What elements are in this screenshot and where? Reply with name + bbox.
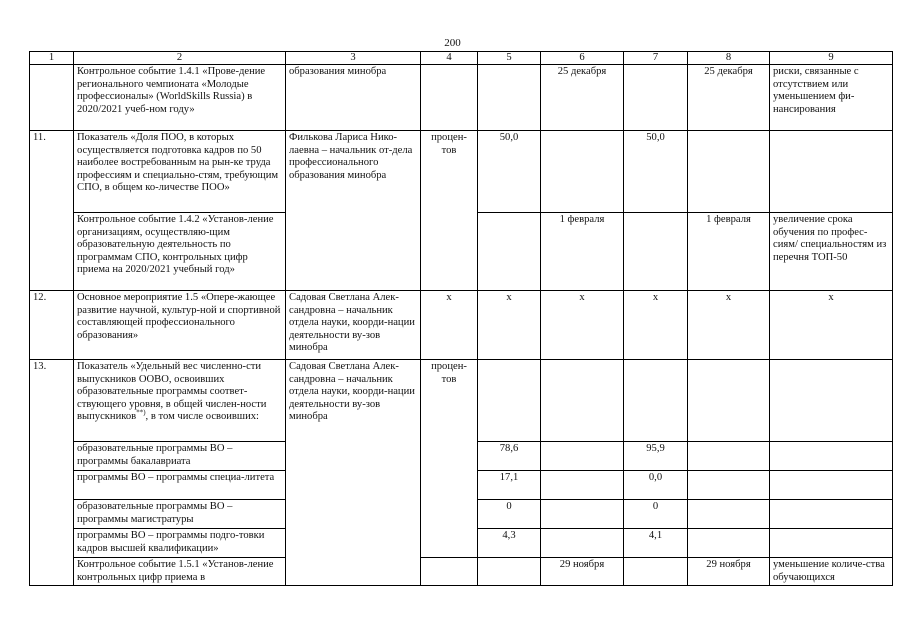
row-13-indicator: Показатель «Удельный вес численно-сти выпускников ООВО, освоивших образовательные программы соответ-ствующего уровня, в общей числен-ности выпускников**), в том числе освоивших: xyxy=(74,360,286,442)
row-12-number: 12. xyxy=(30,291,74,360)
event-1-5-1-date-start: 29 ноября xyxy=(541,558,624,586)
row-11-unit: процен-тов xyxy=(421,131,478,291)
sub-item-value-5: 0 xyxy=(478,500,541,529)
row-13-unit: процен-тов xyxy=(421,360,478,558)
row-12-responsible: Садовая Светлана Алек-сандровна – начальник отдела науки, коорди-нации деятельности ву-зов минобра xyxy=(286,291,421,360)
row-12-value-5: х xyxy=(478,291,541,360)
col-header-6: 6 xyxy=(541,52,624,65)
sub-item-value-5: 17,1 xyxy=(478,471,541,500)
row-12-value-9: х xyxy=(770,291,893,360)
row-12-value-4: х xyxy=(421,291,478,360)
col-header-2: 2 xyxy=(74,52,286,65)
row-12-activity: Основное мероприятие 1.5 «Опере-жающее развитие научной, культур-ной и спортивной составляющей профессионального образования» xyxy=(74,291,286,360)
event-1-5-1-date-end: 29 ноября xyxy=(688,558,770,586)
event-1-4-2-date-end: 1 февраля xyxy=(688,213,770,291)
sub-item-value-5: 78,6 xyxy=(478,442,541,471)
event-1-5-1-text: Контрольное событие 1.5.1 «Установ-ление контрольных цифр приема в xyxy=(74,558,286,586)
event-1-5-1-risks: уменьшение количе-ства обучающихся xyxy=(770,558,893,586)
col-header-5: 5 xyxy=(478,52,541,65)
row-11-value-7: 50,0 xyxy=(624,131,688,213)
col-header-7: 7 xyxy=(624,52,688,65)
table-row xyxy=(30,360,893,442)
page-number: 200 xyxy=(444,37,461,49)
sub-item-value-7: 95,9 xyxy=(624,442,688,471)
event-1-4-2-risks: увеличение срока обучения по профес-сиям/ специальностям из перечня ТОП-50 xyxy=(770,213,893,291)
indicators-table xyxy=(29,51,893,586)
sub-item-value-7: 0 xyxy=(624,500,688,529)
sub-item-text: образовательные программы ВО – программы бакалавриата xyxy=(74,442,286,471)
col-header-4: 4 xyxy=(421,52,478,65)
row-13-responsible: Садовая Светлана Алек-сандровна – начальник отдела науки, коорди-нации деятельности ву-зов минобра xyxy=(286,360,421,586)
table-row xyxy=(30,291,893,360)
event-1-4-1-responsible: образования минобра xyxy=(286,65,421,131)
row-12-value-8: х xyxy=(688,291,770,360)
event-1-4-1-risks: риски, связанные с отсутствием или уменьшением фи-нансирования xyxy=(770,65,893,131)
col-header-8: 8 xyxy=(688,52,770,65)
header-row xyxy=(30,52,893,65)
event-1-4-1-date-end: 25 декабря xyxy=(688,65,770,131)
col-header-1: 1 xyxy=(30,52,74,65)
sub-item-value-7: 4,1 xyxy=(624,529,688,558)
row-11-indicator: Показатель «Доля ПОО, в которых осуществляется подготовка кадров по 50 наиболее востребованным на рын-ке труда профессиям и специально-стям, требующим СПО, в общем ко-личестве ПОО» xyxy=(74,131,286,213)
event-1-4-1-text: Контрольное событие 1.4.1 «Прове-дение регионального чемпионата «Молодые профессионалы» (WorldSkills Russia) в 2020/2021 учеб-ном году» xyxy=(74,65,286,131)
col-header-3: 3 xyxy=(286,52,421,65)
event-1-4-2-date-start: 1 февраля xyxy=(541,213,624,291)
table-row xyxy=(30,131,893,213)
table-row xyxy=(30,65,893,131)
row-12-value-6: х xyxy=(541,291,624,360)
row-11-number: 11. xyxy=(30,131,74,291)
sub-item-value-7: 0,0 xyxy=(624,471,688,500)
sub-item-text: образовательные программы ВО – программы магистратуры xyxy=(74,500,286,529)
row-12-value-7: х xyxy=(624,291,688,360)
row-11-responsible: Филькова Лариса Нико-лаевна – начальник от-дела профессионального образования минобра xyxy=(286,131,421,291)
sub-item-value-5: 4,3 xyxy=(478,529,541,558)
event-1-4-2-text: Контрольное событие 1.4.2 «Установ-ление организациям, осуществляю-щим образовательную деятельность по программам СПО, контрольных цифр приема на 2020/2021 учебный год» xyxy=(74,213,286,291)
sub-item-text: программы ВО – программы подго-товки кадров высшей квалификации» xyxy=(74,529,286,558)
row-13-number: 13. xyxy=(30,360,74,586)
col-header-9: 9 xyxy=(770,52,893,65)
sub-item-text: программы ВО – программы специа-литета xyxy=(74,471,286,500)
row-11-value-5: 50,0 xyxy=(478,131,541,213)
event-1-4-1-date-start: 25 декабря xyxy=(541,65,624,131)
table-row xyxy=(30,558,893,586)
